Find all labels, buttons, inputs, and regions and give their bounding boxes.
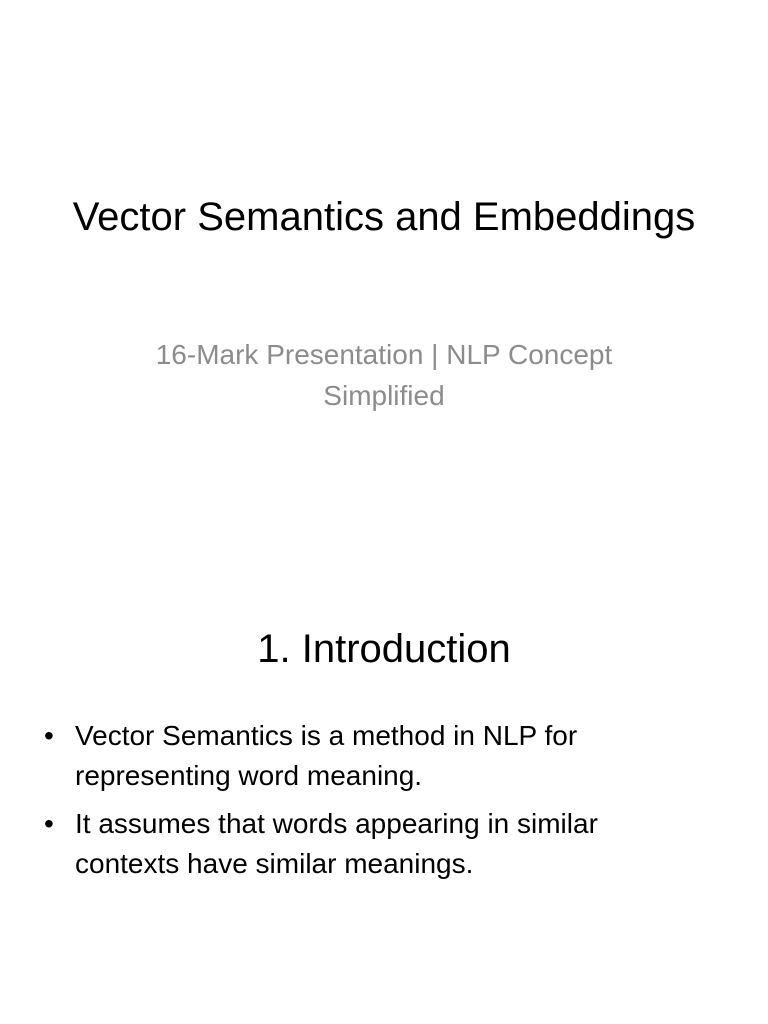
presentation-subtitle: 16-Mark Presentation | NLP Concept Simplified (155, 339, 613, 411)
bullet-icon: • (44, 808, 54, 839)
presentation-title: Vector Semantics and Embeddings (72, 195, 696, 239)
bullet-item (40, 804, 700, 884)
bullet-icon: • (44, 720, 54, 751)
bullet-text: It assumes that words appearing in similar contexts have similar meanings. (75, 808, 598, 879)
bullet-item (40, 716, 700, 796)
introduction-slide (0, 512, 768, 1024)
bullet-text: Vector Semantics is a method in NLP for representing word meaning. (75, 720, 578, 791)
slide-title: 1. Introduction (257, 627, 511, 671)
bullet-list (40, 716, 700, 892)
